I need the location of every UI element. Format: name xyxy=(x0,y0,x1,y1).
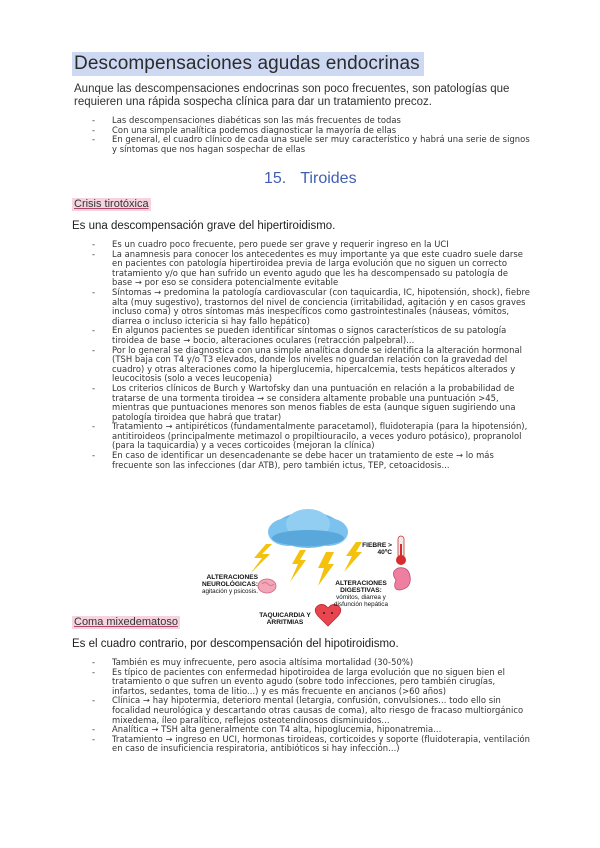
section-title: Tiroides xyxy=(300,170,357,187)
neuro-label xyxy=(170,574,258,595)
coma-list xyxy=(90,658,530,754)
list-item: - En caso de identificar un desencadenante se debe hacer un tratamiento de este → lo más frecuente son las infecciones (dar ATB), pero también ictus, TEP, cetoacidosis... xyxy=(90,451,530,470)
list-item: - En algunos pacientes se pueden identificar síntomas o signos característicos de su patología tiroidea de base → bocio, alteraciones oculares (retracción palpebral)... xyxy=(90,326,530,345)
list-item: - Tratamiento → antipiréticos (fundamentalmente paracetamol), fluidoterapia (para la hipotensión), antitiroideos (principalmente metimazol o propiltiouracilo, a veces yoduro potásico), propranolol (para la taquicardia) y a veces corticoides (mejoran la clínica) xyxy=(90,422,530,451)
cloud-icon xyxy=(268,509,348,548)
fever-label xyxy=(356,542,392,556)
crisis-lead: Es una descompensación grave del hipertiroidismo. xyxy=(72,220,336,232)
coma-lead: Es el cuadro contrario, por descompensación del hipotiroidismo. xyxy=(72,638,399,650)
neuro-title: ALTERACIONES NEUROLÓGICAS: xyxy=(201,574,258,588)
list-item: - Los criterios clínicos de Burch y Wartofsky dan una puntuación en relación a la probabilidad de tratarse de una tormenta tiroidea → se considera altamente probable una puntuación >45, mientras que puntuaciones menores son menos fiables de esta (aunque siguen sugiriendo una patología tiroidea que habrá que tratar) xyxy=(90,384,530,422)
section-heading xyxy=(264,170,357,188)
subsection-title-crisis: Crisis tirotóxica xyxy=(74,198,149,210)
list-item: - Las descompensaciones diabéticas son las más frecuentes de todas xyxy=(90,116,530,126)
lightning-bolt-icon xyxy=(290,550,306,582)
list-item: - Es típico de pacientes con enfermedad hipotiroidea de larga evolución que no siguen bien el tratamiento o que sufren un evento agudo (sobre todo infecciones, pero también cirugías, infartos, sedantes, toma de litio...) y es más frecuente en ancianos (>60 años) xyxy=(90,668,530,697)
stomach-icon xyxy=(393,568,410,590)
heart-title: TAQUICARDIA Y ARRITMIAS xyxy=(259,612,311,626)
list-item: - Síntomas → predomina la patología cardiovascular (con taquicardia, IC, hipotensión, shock), fiebre alta (muy sugestivo), trastornos del nivel de conciencia (irritabilidad, agitación y en casos graves incluso coma) y otros síntomas más inespecíficos como gastrointestinales (náuseas, vómitos, diarrea o incluso ictericia si hay fallo hepático) xyxy=(90,288,530,326)
fever-value: 40ºC xyxy=(377,549,392,556)
list-item: - Tratamiento → ingreso en UCI, hormonas tiroideas, corticoides y soporte (fluidoterapia, ventilación en caso de insuficiencia respiratoria, antibióticos si hay infección...) xyxy=(90,735,530,754)
subsection-title-coma: Coma mixedematoso xyxy=(74,616,178,628)
fever-title: FIEBRE > xyxy=(362,542,392,549)
neuro-text: agitación y psicosis. xyxy=(202,588,258,595)
thermometer-icon xyxy=(396,536,406,565)
lightning-bolt-icon xyxy=(250,544,272,574)
list-item: - Clínica → hay hipotermia, deterioro mental (letargia, confusión, convulsiones... todo ello sin focalidad neurológica y descartando otras causas de coma), alto riesgo de fracaso multiorgánico mixedema, íleo paralítico, reflejos osteotendinosos disminuidos... xyxy=(90,696,530,725)
list-item: - La anamnesis para conocer los antecedentes es muy importante ya que este cuadro suele darse en pacientes con patología hipertiroidea previa de larga evolución que no siguen un correcto tratamiento y/o que han sufrido un evento agudo que les ha descompensado su patología de base → por eso se considera potencialmente evitable xyxy=(90,250,530,288)
section-number: 15. xyxy=(264,170,287,187)
list-item: - En general, el cuadro clínico de cada una suele ser muy característico y habrá una serie de signos y síntomas que nos hagan sospechar de ellas xyxy=(90,135,530,154)
list-item: - Por lo general se diagnostica con una simple analítica donde se identifica la alteración hormonal (TSH baja con T4 y/o T3 elevados, donde los niveles no guardan relación con la gravedad del cuadro) y otras alteraciones como la hiperglucemia, hipercalcemia, tests hepáticos alterados y leucocitosis (solo a veces leucopenia) xyxy=(90,346,530,384)
crisis-list xyxy=(90,240,530,470)
page-title: Descompensaciones agudas endocrinas xyxy=(72,52,424,76)
storm-diagram xyxy=(200,502,430,632)
digestive-text: vómitos, diarrea y disfunción hepática xyxy=(334,594,388,608)
list-item: - Con una simple analítica podemos diagnosticar la mayoría de ellas xyxy=(90,126,530,136)
digestive-label xyxy=(330,580,392,608)
heart-label xyxy=(256,612,314,626)
intro-list xyxy=(90,116,530,154)
thyroid-storm-illustration xyxy=(200,502,430,632)
brain-icon xyxy=(258,579,276,593)
list-item: - También es muy infrecuente, pero asocia altísima mortalidad (30-50%) xyxy=(90,658,530,668)
list-item: - Analítica → TSH alta generalmente con T4 alta, hipoglucemia, hiponatremia... xyxy=(90,725,530,735)
intro-paragraph: Aunque las descompensaciones endocrinas son poco frecuentes, son patologías que requieren una rápida sospecha clínica para dar un tratamiento precoz. xyxy=(74,83,510,108)
list-item: - Es un cuadro poco frecuente, pero puede ser grave y requerir ingreso en la UCI xyxy=(90,240,530,250)
digestive-title: ALTERACIONES DIGESTIVAS: xyxy=(335,580,387,594)
